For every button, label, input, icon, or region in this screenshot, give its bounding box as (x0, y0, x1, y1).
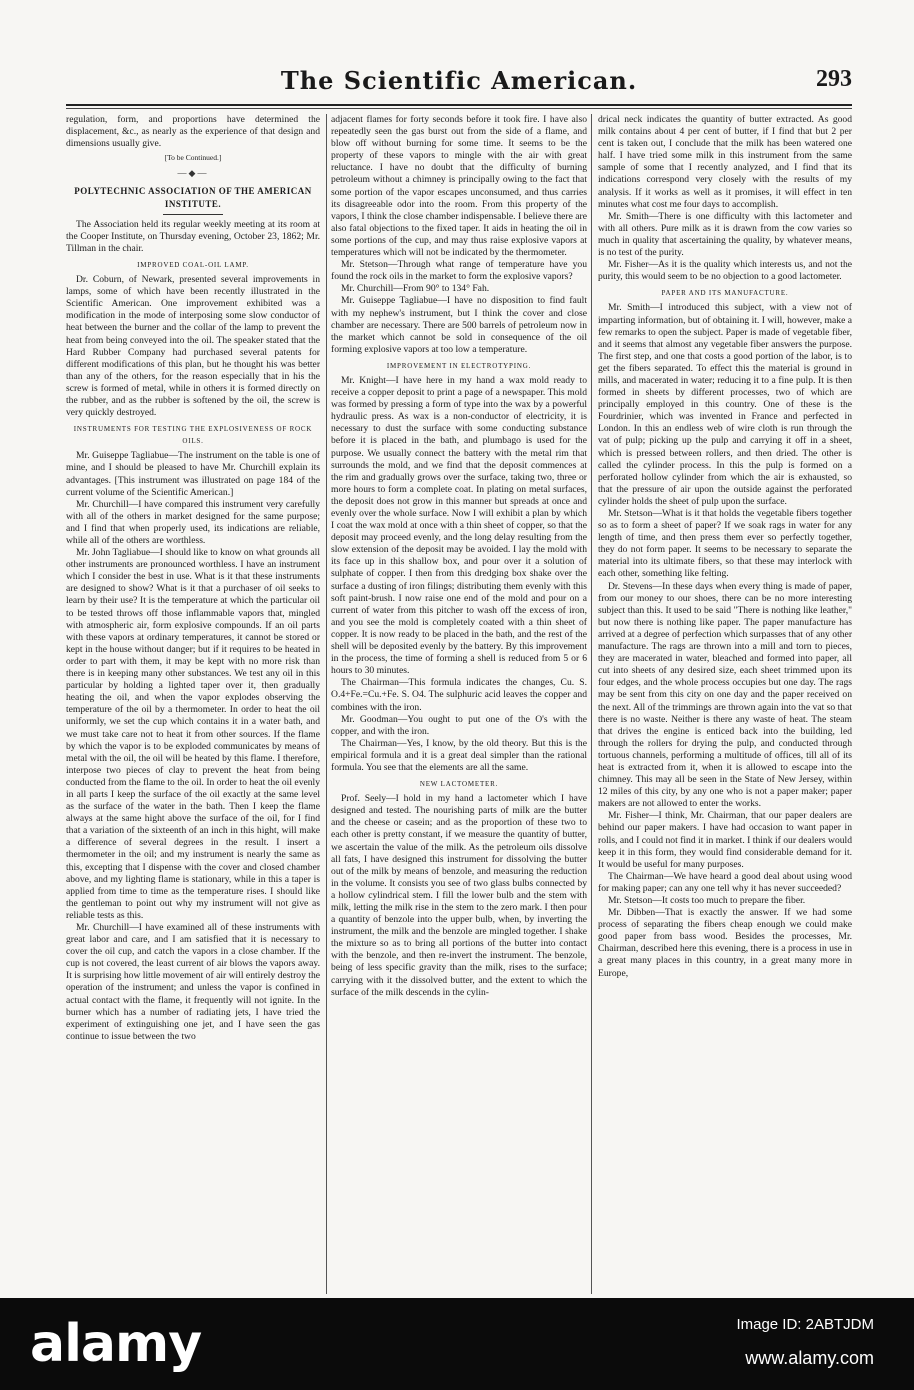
paragraph: Mr. Fisher—I think, Mr. Chairman, that our paper dealers are behind our paper makers. I have had occasion to want paper in rolls, and I could not find it in market. I think if our dealers would keep it in this form, they would find considerable demand for it. It would be useful for many purposes. (598, 810, 853, 870)
continued-note: [To be Continued.] (164, 153, 222, 163)
alamy-logo: alamy (30, 1314, 202, 1374)
short-rule (163, 214, 223, 215)
paragraph: The Association held its regular weekly meeting at its room at the Cooper Institute, on Thursday evening, October 23, 1862; Mr. Tillman in the chair. (66, 218, 321, 254)
paragraph: Dr. Stevens—In these days when every thing is made of paper, from our money to our shoes, there can be no more interesting subject than this. It used to be said "There is nothing like leather," but now there is nothing like paper. The paper manufacture has arrived at a degree of perfection which surpasses that of any other manufacture. The rags are thrown into a mill and torn to pieces, they are macerated in water, bleached and formed into paper, all cut into sheets of any desired size, each sheet trimmed upon its four edges, and the whole process occupies but one day. The rags may be sent from this city on one day and the paper received on the next. All of the trimmings are thrown again into the vat so that there is no waste. Neither is there any waste of heat. The steam that drives the engine is enticed back into the building, led through the rollers for drying the pulp, and conducted through tortuous channels, performing a multitude of offices, till all of its heat is extracted from it, when it is allowed to escape into the chimney. This may all be seen in the State of New Jersey, within 12 miles of this city, by any one who is not a paper maker; paper makers are not allowed to enter the works. (598, 580, 853, 810)
paragraph: Mr. Churchill—From 90° to 134° Fah. (341, 283, 490, 295)
column-3 (598, 114, 852, 1294)
paragraph: adjacent flames for forty seconds before it took fire. I have also repeatedly seen the gas burst out from the side of a flame, and blow off without burning for some time. It seems to be the property of these vapors to mingle with the air with great reluctance. I have no doubt that the difficulty of burning petroleum without a chimney is principally owing to the fact that some portion of the vapor escapes unconsumed, and thus carries its disagreeable odor into the room. From this property of the vapors, I think the close chamber indispensable. I believe there are also fatal objections to the fixed taper. It aids in heating the oil in some portions of the cup, and may thus raise explosive vapors at temperatures which will not be indicated by the thermometer. (331, 114, 587, 259)
paragraph: Mr. Guiseppe Tagliabue—The instrument on the table is one of mine, and I should be pleased to have Mr. Churchill explain its advantages. [This instrument was illustrated on page 184 of the current volume of the Scientific American.] (66, 450, 321, 498)
paragraph: Mr. Dibben—That is exactly the answer. If we had some process of separating the fibers cheap enough we could make good paper from bass wood. Besides the processes, Mr. Chairman, described here this evening, there is a process in use in a great many places in this country, in a great many more in Europe, (598, 907, 853, 979)
paragraph: regulation, form, and proportions have determined the displacement, &c., as nearly as the experience of that design and dimensions usually give. (66, 114, 321, 150)
article-heading: POLYTECHNIC ASSOCIATION OF THE AMERICAN INSTITUTE. (74, 186, 312, 209)
paragraph: Mr. Stetson—What is it that holds the vegetable fibers together so as to form a sheet of paper? If we soak rags in water for any length of time, and then press them ever so perfectly together, they do not form paper. It seems to be necessary to separate the material into its ultimate fibers, so that these may interlock with each other, something like felting. (598, 508, 853, 580)
masthead-title: The Scientific American. (280, 66, 638, 95)
paragraph: Mr. Stetson—It costs too much to prepare the fiber. (608, 895, 806, 906)
subheading: PAPER AND ITS MANUFACTURE. (661, 289, 789, 298)
paragraph: Mr. John Tagliabue—I should like to know on what grounds all other instruments are pronounced worthless. I have an instrument which I consider the best in use. What is it that these instruments are designed to show? What is it that a purchaser of oil seeks to learn by their use? It is the temperature at which the particular oil to be tested throws off those inflammable vapors that, mingled with atmospheric air, form explosive compounds. If an oil parts with these vapors at ordinary temperatures, it cannot be stored or kept in the house without danger; but if it requires to be heated in order to part with them, it may be kept with no more risk than there is in keeping many other substances. We test any oil in this particular by holding a lighted taper over it, then gradually heating the oil, and when the vapor explodes observing the temperature of the oil by a thermometer. In order to heat the oil uniformly, we set the cup which contains it in a water bath, and we must take care not to heat it from other sources. If the flame by which the vapor is to be exploded communicates by means of metal with the oil, the oil will be heated by this flame. I therefore, interpose two pieces of clay to prevent the heat from being conducted from the flame to the oil. In order to heat the oil evenly in all parts I keep the surface of the oil exactly at the same level as the surface of the water in the bath. Then I keep the flame always at the same hight above the surface of the oil, for I find that a variation of the sixteenth of an inch in this hight, will make a difference of several degrees in the result. I insert a thermometer in the oil; and my instrument is nearly the same as this, excepting that I dispense with the cover and closed chamber above, and my lighting flame is stationary, while in this a taper is applied from time to time as the temperature rises. I should like the gentleman to point out why my instrument will not give as reliable tests as this. (66, 547, 321, 921)
column-2 (326, 114, 592, 1294)
page-number: 293 (816, 66, 852, 92)
paragraph: Mr. Guiseppe Tagliabue—I have no disposition to find fault with my nephew's instrument, but I think the cover and close chamber are necessary. There are 500 barrels of petroleum now in the market which cannot be sold in consequence of the oil forming explosive vapors at too low a temperature. (331, 295, 587, 355)
subheading: IMPROVEMENT IN ELECTROTYPING. (386, 361, 532, 370)
paragraph: drical neck indicates the quantity of butter extracted. As good milk contains about 4 per cent of butter, if I find that but 2 per cent is taken out, I conclude that the milk has been watered one half. I have tried some milk in this instrument from the same sample of some that I recently analyzed, and I find that its indications correspond very closely with the results of my analysis. If it works as well as it promises, it will effect in ten minutes what cost me four days to accomplish. (598, 114, 853, 210)
paragraph: Dr. Coburn, of Newark, presented several improvements in lamps, some of which have been recently illustrated in the Scientific American. One improvement exhibited was a modification in the mode of interposing some slow conductor of heat between the burner and the collar of the lamp to prevent the heat from being conveyed into the oil. The speaker stated that the Hard Rubber Company had purchased several patents for different modifications of this plan, but he thought his was better than any of the others, for the reason especially that in his the screw is formed of metal, while in others it is formed directly on the rubber, and as the rubber is softened by the oil, the screw is very quickly destroyed. (66, 274, 321, 419)
paragraph: Mr. Stetson—Through what range of temperature have you found the rock oils in the market to form the explosive vapors? (331, 259, 587, 283)
column-1 (66, 114, 320, 1294)
masthead (66, 66, 852, 100)
paragraph: Mr. Churchill—I have examined all of these instruments with great labor and care, and I am satisfied that it is necessary to cover the oil cup, and catch the vapors in a close chamber. If the cup is not covered, the least current of air blows the vapors away. It is surprising how little movement of air will entirely destroy the operation of the instrument; and unless the vapor is confined in actual contact with the flame, it frequently will not ignite. In the burner which has a number of radiating jets, I have tried the experiment of extinguishing one jet, and I have seen the gas continue to issue between the two (66, 922, 321, 1042)
paragraph: Mr. Churchill—I have compared this instrument very carefully with all of the others in market designed for the same purpose; and I find that when properly used, its indications are reliable, while all of the others are worthless. (66, 498, 321, 546)
paragraph: Mr. Smith—There is one difficulty with this lactometer and with all others. Pure milk as it is drawn from the cow varies so much in quality that ascertaining the quality, by whatever means, is no test of the purity. (598, 210, 853, 259)
ornament-divider: —◆— (177, 168, 209, 179)
paragraph: The Chairman—Yes, I know, by the old theory. But this is the empirical formula and it is a great deal simpler than the rational formula. You see that the elements are all the same. (331, 737, 587, 773)
paragraph: Mr. Fisher—As it is the quality which interests us, and not the purity, this would seem to be no objection to a good lactometer. (598, 259, 853, 283)
subheading: IMPROVED COAL-OIL LAMP. (137, 260, 249, 269)
masthead-rule-thin (66, 108, 852, 109)
alamy-url: www.alamy.com (745, 1348, 874, 1368)
article-columns (66, 114, 852, 1294)
paragraph: The Chairman—This formula indicates the changes, Cu. S. O.4+Fe.=Cu.+Fe. S. O4. The sulphuric acid leaves the copper and combines with the iron. (331, 677, 587, 713)
image-id: Image ID: 2ABTJDM (736, 1316, 874, 1333)
masthead-rule (66, 104, 852, 106)
paragraph: The Chairman—We have heard a good deal about using wood for making paper; can any one tell why it has never succeeded? (598, 870, 853, 894)
paragraph: Mr. Knight—I have here in my hand a wax mold ready to receive a copper deposit to print a page of a newspaper. This mold was formed by pressing a form of type into the wax by a powerful hydraulic press. As wax is a non-conductor of electricity, it is necessary to dust the surface with some conducting substance before it is placed in the bath, and plumbago is used for the purpose. We usually connect the battery with the metal rim that surrounds the mold, and we find that the deposit commences at the rim and gradually grows over the surface, taking two, three or more hours to form a complete coat. In plating on metal surfaces, the deposit does not grow in this manner but spreads at once and evenly over the whole surface. Now I will exhibit a plan by which I coat the wax mold at once with a thin sheet of copper, so that the deposit may proceed evenly, and the long delay resulting from the slow extension of the deposit may be avoided. I lay the mold with its face up in this shallow box, and pour over it a solution of sulphate of copper. I then from this dredging box shake over the surface a dusting of iron filings; distributing them evenly with this soft paint-brush. I now raise one end of the mold and pour on a current of water from this pitcher to wash off the excess of iron, and you see the mold is completely coated with a thin sheet of copper. It is now ready to be placed in the bath, and the rest of the shell will be deposited evenly by the battery. By this improvement in the process, the time of forming a shell is reduced from 5 or 6 hours to 30 minutes. (331, 374, 587, 677)
paragraph: Mr. Smith—I introduced this subject, with a view not of imparting information, but of obtaining it. I will, however, make a few remarks to open the subject. Paper is made of vegetable fiber, and it seems that almost any vegetable fiber answers the purpose. The first step, and one that costs a good portion of the labor, is to get the fibers separated. To effect this the material is ground in mills, and macerated in water; reducing it to a fine pulp. It is then formed in sheets by different processes, two of which are principally employed in this country. One of these is the Fourdrinier, which was invented in France and perfected in London. In this an endless web of wire cloth is run through the vat of pulp; picking up the pulp and carrying it off in a sheet, which is pressed between rollers, and then dried. The other is called the cylinder process. In this the pulp is formed on a perforated hollow cylinder from which the air is exhausted, so that the pressure of air upon the outside against the perforated cylinder holds the sheet of pulp upon the surface. (598, 302, 853, 507)
paragraph: Mr. Goodman—You ought to put one of the O's with the copper, and with the iron. (331, 713, 587, 737)
subheading: INSTRUMENTS FOR TESTING THE EXPLOSIVENESS OF ROCK OILS. (73, 425, 313, 446)
paragraph: Prof. Seely—I hold in my hand a lactometer which I have designed and tested. The nourishing parts of milk are the butter and the cheese or casein; and as the proportion of these two to each other is pretty constant, if we measure the quantity of butter, we ascertain the value of the milk. As the petroleum oils dissolve all fats, I have designed this instrument for dissolving the butter out of the milk by means of benzole, and measuring the reduction in the volume. It consists you see of two glass bulbs connected by a hollow cylindrical stem. I fill the lower bulb and the stem with milk, letting the milk rise in the stem to the zero mark. I then pour a quantity of benzole into the upper bulb, when, by inverting the instrument, the milk and the benzole are mingled together. I shake the mixture so as to bring all portions of the butter into contact with the benzole, and then re-invert the instrument. The benzole, being of less specific gravity than the milk, rises to the surface; carrying with it the dissolved butter, and the extent to which the surface of the milk descends in the cylin- (331, 793, 587, 998)
subheading: NEW LACTOMETER. (419, 780, 499, 789)
